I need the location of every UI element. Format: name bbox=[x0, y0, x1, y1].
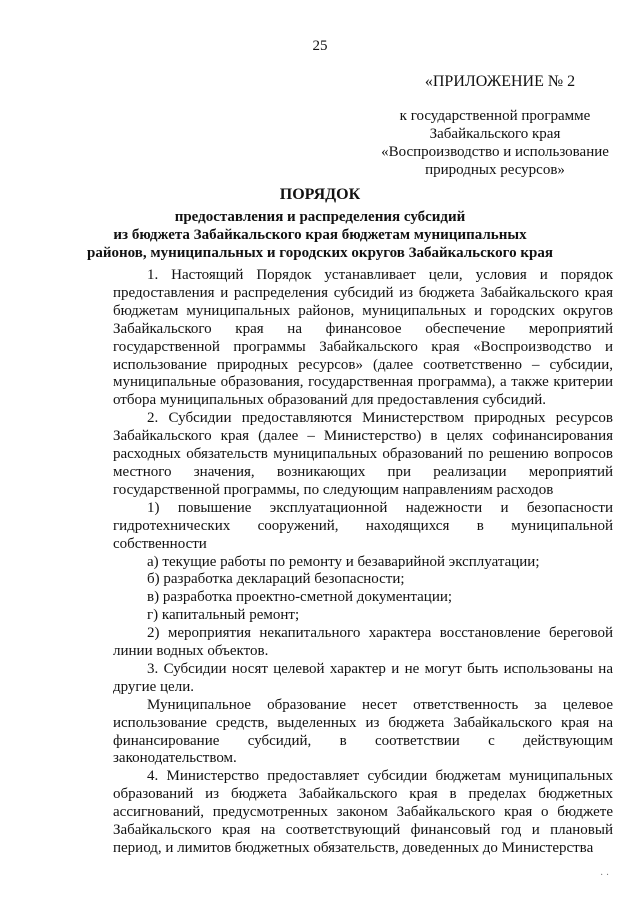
paragraph: 1. Настоящий Порядок устанавливает цели, условия и порядок предоставления и распределения субсидий из бюджета Забайкальского края бюджетам муниципальных районов, муниципальных и городских округов Забайкальского края на финансовое обеспечение мероприятий государственной программы Забайкальского края «Воспроизводство и использование природных ресурсов» (далее соответственно – субсидии, муниципальные образования, государственная программа), а также критерии отбора муниципальных образований для предоставления субсидий. bbox=[113, 267, 613, 409]
annex-line: к государственной программе bbox=[399, 108, 591, 124]
title-line: районов, муниципальных и городских округов Забайкальского края bbox=[87, 245, 553, 261]
paragraph: 1) повышение эксплуатационной надежности и безопасности гидротехнических сооружений, находящихся в муниципальной собственности bbox=[113, 499, 613, 552]
page-number: 25 bbox=[312, 38, 328, 54]
paragraph: 2) мероприятия некапитального характера восстановление береговой линии водных объектов. bbox=[113, 625, 613, 660]
title-main: ПОРЯДОК bbox=[279, 186, 361, 203]
margin-dots: · · bbox=[600, 870, 610, 881]
list-item: б) разработка деклараций безопасности; bbox=[147, 571, 405, 588]
list-item: а) текущие работы по ремонту и безаварийной эксплуатации; bbox=[147, 553, 540, 570]
title-line: из бюджета Забайкальского края бюджетам муниципальных bbox=[113, 227, 527, 243]
annex-block bbox=[380, 73, 610, 179]
annex-line: природных ресурсов» bbox=[425, 162, 565, 178]
paragraph: 4. Министерство предоставляет субсидии бюджетам муниципальных образований из бюджета Забайкальского края в пределах бюджетных ассигнований, предусмотренных законом Забайкальского края о бюджете Забайкальского края на соответствующий финансовый год и плановый период, и лимитов бюджетных обязательств, доведенных до Министерства bbox=[113, 768, 613, 856]
paragraph: Муниципальное образование несет ответственность за целевое использование средств, выделенных из бюджета Забайкальского края на финансирование субсидий, в соответствии с действующим законодательством. bbox=[113, 696, 613, 767]
paragraph: 2. Субсидии предоставляются Министерством природных ресурсов Забайкальского края (далее – Министерство) в целях софинансирования расходных обязательств муниципальных образований по решению вопросов местного значения, возникающих при реализации мероприятий государственной программы, по следующим направлениям расходов bbox=[113, 410, 613, 498]
paragraph: 3. Субсидии носят целевой характер и не могут быть использованы на другие цели. bbox=[113, 660, 613, 695]
annex-line: Забайкальского края bbox=[429, 126, 561, 142]
document-title bbox=[0, 186, 640, 262]
document-body bbox=[113, 267, 613, 858]
annex-title: «ПРИЛОЖЕНИЕ № 2 bbox=[424, 73, 576, 90]
annex-line: «Воспроизводство и использование bbox=[381, 144, 609, 160]
list-item: г) капитальный ремонт; bbox=[147, 607, 300, 624]
title-line: предоставления и распределения субсидий bbox=[174, 209, 466, 225]
list-item: в) разработка проектно-сметной документации; bbox=[147, 589, 453, 606]
